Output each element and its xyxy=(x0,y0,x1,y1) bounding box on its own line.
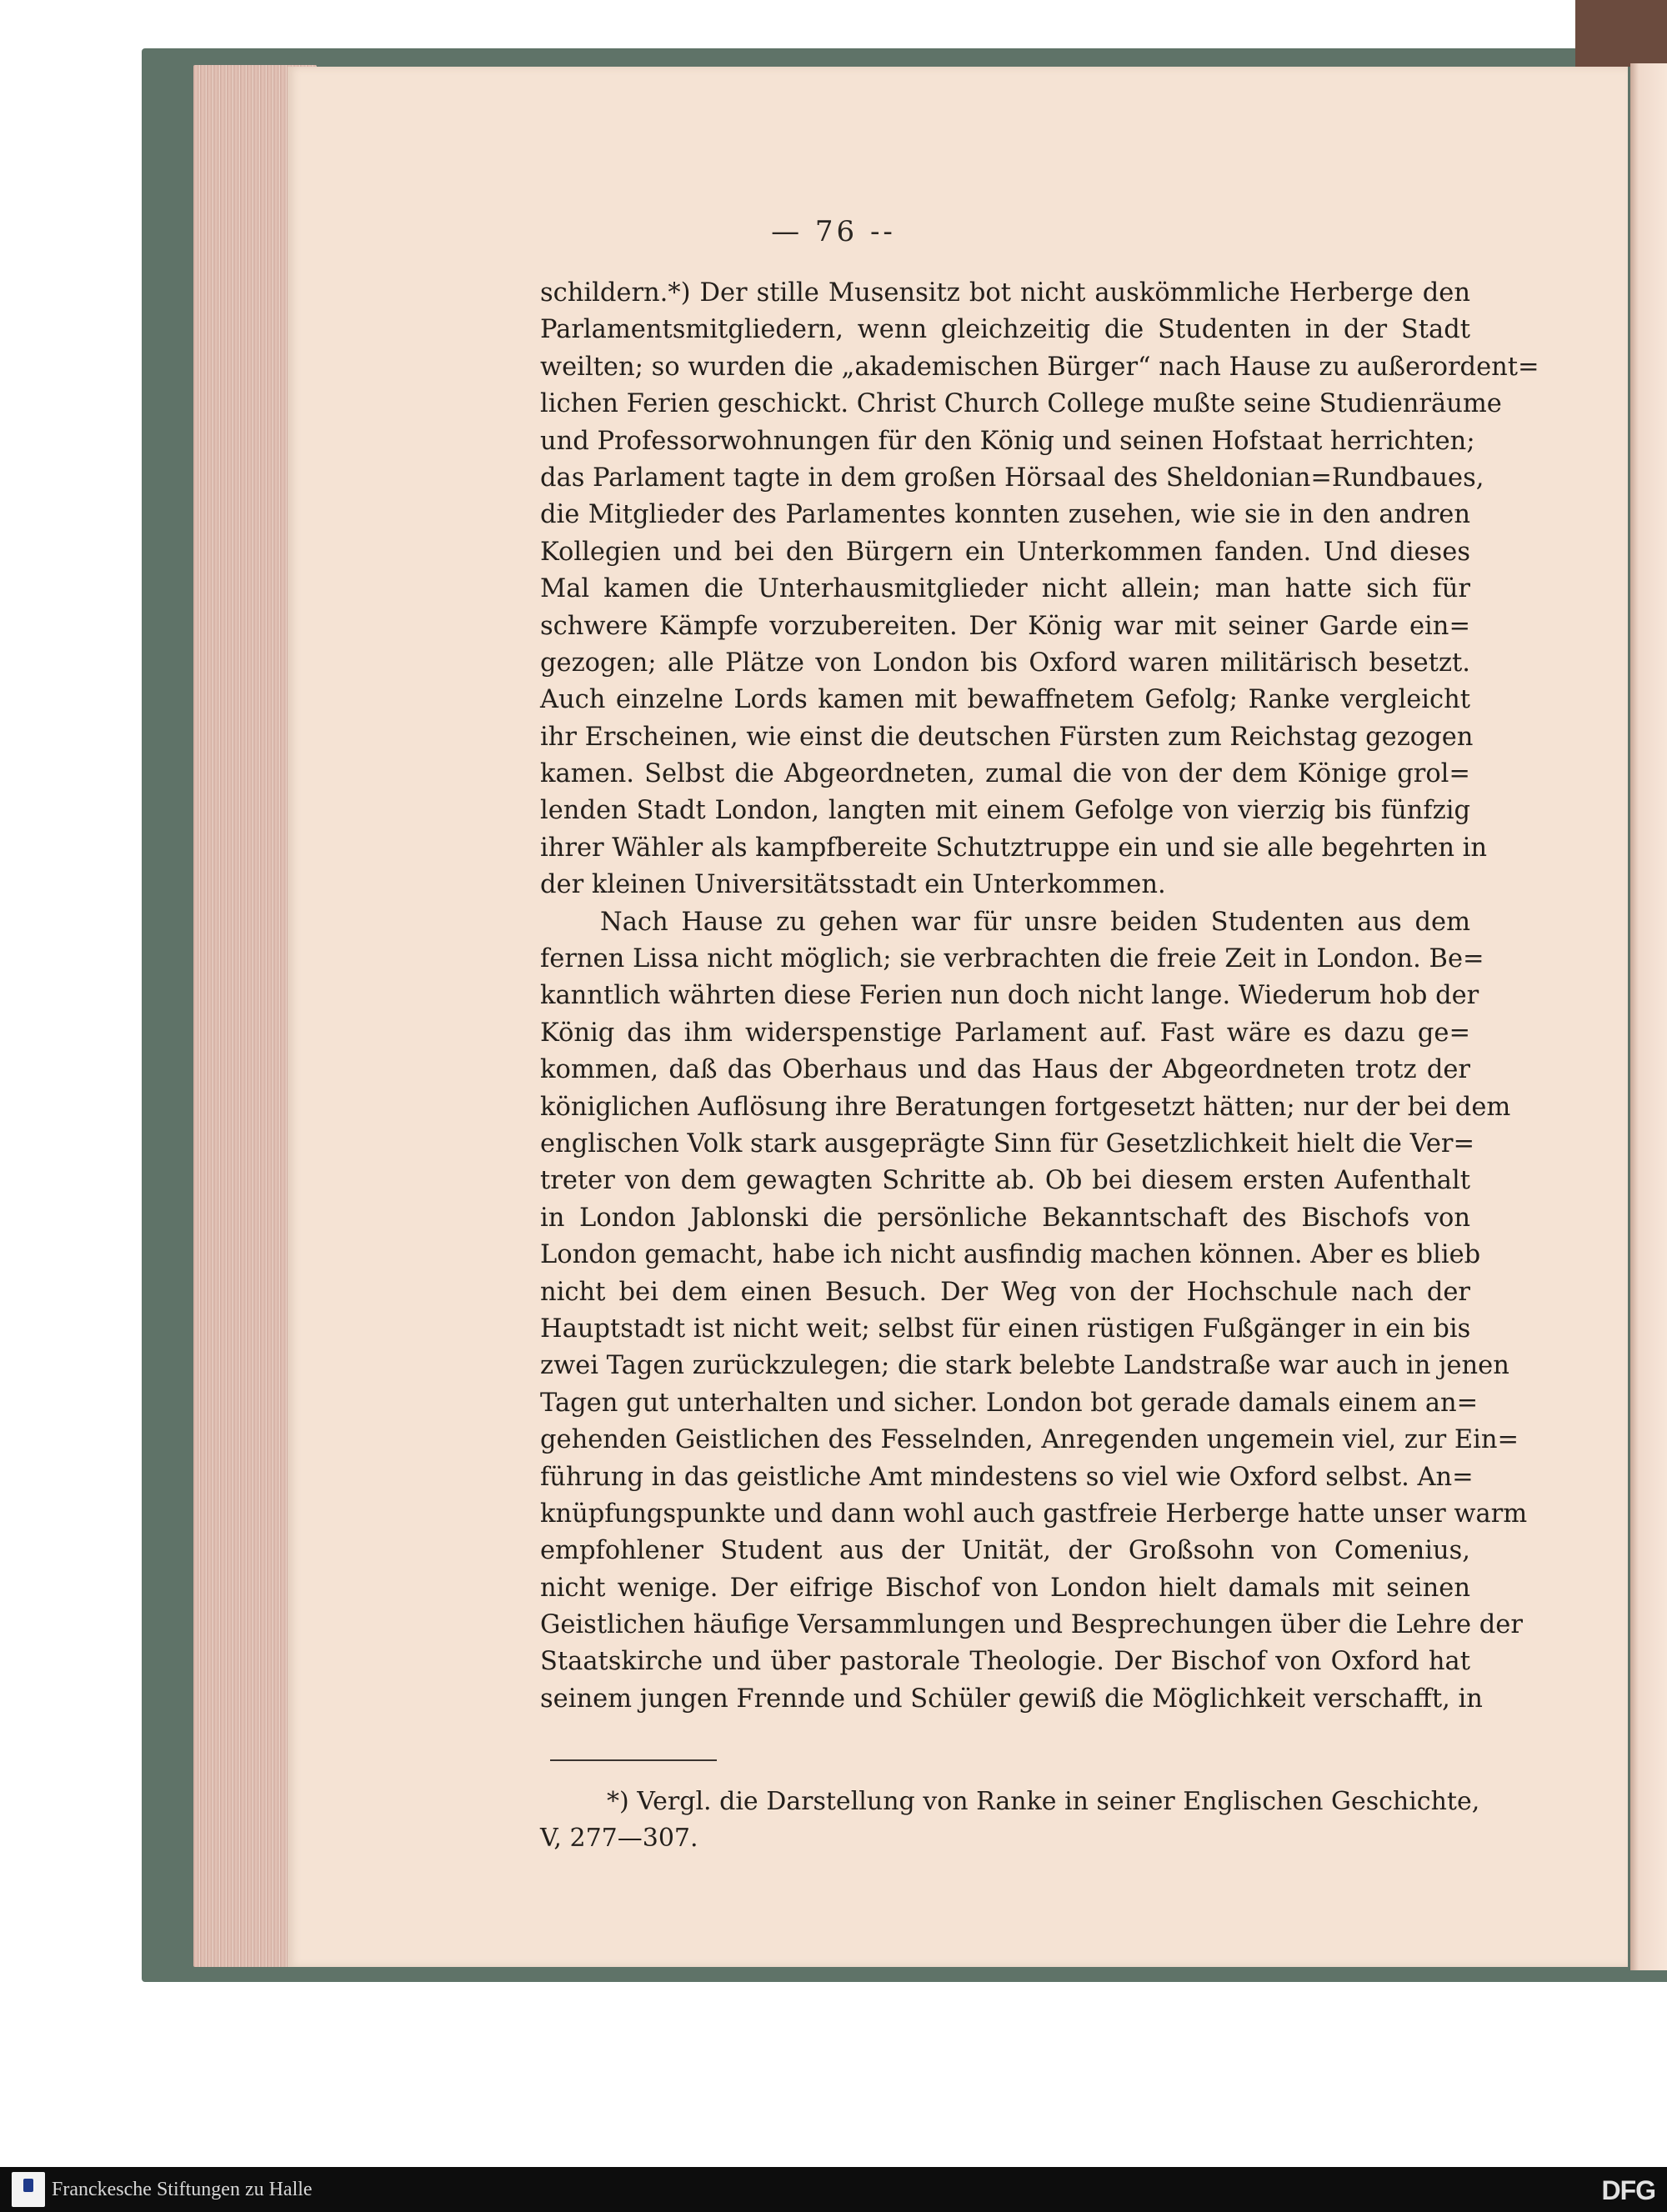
text-line: Hauptstadt ist nicht weit; selbst für einen rüstigen Fußgänger in ein bis xyxy=(540,1314,1471,1344)
text-line: königlichen Auflösung ihre Beratungen fortgesetzt hätten; nur der bei dem xyxy=(540,1092,1511,1122)
text-line: Staatskirche und über pastorale Theologie. Der Bischof von Oxford hat xyxy=(540,1647,1470,1677)
footnote-divider xyxy=(550,1759,717,1761)
footnote xyxy=(540,1784,1480,1857)
text-line: zwei Tagen zurückzulegen; die stark belebte Landstraße war auch in jenen xyxy=(540,1351,1509,1381)
text-line: König das ihm widerspenstige Parlament auf. Fast wäre es dazu ge= xyxy=(540,1018,1470,1048)
text-line: das Parlament tagte in dem großen Hörsaal des Sheldonian=Rundbaues, xyxy=(540,463,1484,493)
text-line: gezogen; alle Plätze von London bis Oxford waren militärisch besetzt. xyxy=(540,648,1470,678)
text-line: weilten; so wurden die „akademischen Bürger“ nach Hause zu außerordent= xyxy=(540,352,1539,382)
text-line: englischen Volk stark ausgeprägte Sinn für Gesetzlichkeit hielt die Ver= xyxy=(540,1129,1475,1159)
book-cover-top xyxy=(1575,0,1667,67)
text-line: knüpfungspunkte und dann wohl auch gastfreie Herberge hatte unser warm xyxy=(540,1499,1528,1529)
text-line: Auch einzelne Lords kamen mit bewaffnetem Gefolg; Ranke vergleicht xyxy=(540,685,1470,715)
text-line: ihrer Wähler als kampfbereite Schutztruppe ein und sie alle begehrten in xyxy=(540,833,1488,863)
footnote-line: V, 277—307. xyxy=(540,1824,698,1853)
next-page-edge xyxy=(1630,63,1667,1970)
text-line: die Mitglieder des Parlamentes konnten zusehen, wie sie in den andren xyxy=(540,500,1470,530)
text-line: nicht bei dem einen Besuch. Der Weg von der Hochschule nach der xyxy=(540,1277,1470,1307)
text-line: der kleinen Universitätsstadt ein Unterkommen. xyxy=(540,870,1166,900)
text-line: Tagen gut unterhalten und sicher. London bot gerade damals einem an= xyxy=(540,1388,1479,1418)
page-number: — 76 -- xyxy=(771,215,896,248)
text-line: Geistlichen häufige Versammlungen und Besprechungen über die Lehre der xyxy=(540,1610,1523,1640)
body-text xyxy=(540,275,1539,1718)
text-line: Kollegien und bei den Bürgern ein Unterkommen fanden. Und dieses xyxy=(540,537,1470,567)
text-line: seinem jungen Frennde und Schüler gewiß die Möglichkeit verschafft, in xyxy=(540,1684,1483,1714)
text-line: lichen Ferien geschickt. Christ Church College mußte seine Studienräume xyxy=(540,389,1502,419)
text-line: und Professorwohnungen für den König und seinen Hofstaat herrichten; xyxy=(540,426,1475,456)
text-line: in London Jablonski die persönliche Bekanntschaft des Bischofs von xyxy=(540,1203,1470,1233)
text-line: gehenden Geistlichen des Fesselnden, Anregenden ungemein viel, zur Ein= xyxy=(540,1425,1519,1455)
viewer-footer-bar xyxy=(0,2167,1667,2212)
text-line: nicht wenige. Der eifrige Bischof von London hielt damals mit seinen xyxy=(540,1573,1470,1603)
institution-logo-icon xyxy=(12,2172,45,2207)
footnote-line: *) Vergl. die Darstellung von Ranke in seiner Englischen Geschichte, xyxy=(607,1787,1480,1816)
text-line: schwere Kämpfe vorzubereiten. Der König war mit seiner Garde ein= xyxy=(540,611,1470,641)
text-line: führung in das geistliche Amt mindestens so viel wie Oxford selbst. An= xyxy=(540,1462,1474,1492)
text-line: kommen, daß das Oberhaus und das Haus der Abgeordneten trotz der xyxy=(540,1055,1470,1085)
text-line: fernen Lissa nicht möglich; sie verbrachten die freie Zeit in London. Be= xyxy=(540,944,1484,974)
text-line: lenden Stadt London, langten mit einem Gefolge von vierzig bis fünfzig xyxy=(540,796,1470,826)
dfg-logo: DFG xyxy=(1601,2175,1655,2205)
text-line: kanntlich währten diese Ferien nun doch nicht lange. Wiederum hob der xyxy=(540,981,1479,1011)
text-line: empfohlener Student aus der Unität, der Großsohn von Comenius, xyxy=(540,1536,1470,1566)
text-line: London gemacht, habe ich nicht ausfindig machen können. Aber es blieb xyxy=(540,1240,1481,1270)
text-line: kamen. Selbst die Abgeordneten, zumal die von der dem Könige grol= xyxy=(540,759,1470,789)
text-line: Nach Hause zu gehen war für unsre beiden Studenten aus dem xyxy=(600,907,1470,937)
text-line: ihr Erscheinen, wie einst die deutschen Fürsten zum Reichstag gezogen xyxy=(540,722,1474,752)
institution-name: Franckesche Stiftungen zu Halle xyxy=(52,2179,313,2200)
text-line: schildern.*) Der stille Musensitz bot nicht auskömmliche Herberge den xyxy=(540,278,1470,308)
text-line: treter von dem gewagten Schritte ab. Ob bei diesem ersten Aufenthalt xyxy=(540,1166,1470,1196)
text-line: Mal kamen die Unterhausmitglieder nicht allein; man hatte sich für xyxy=(540,574,1470,604)
text-line: Parlamentsmitgliedern, wenn gleichzeitig die Studenten in der Stadt xyxy=(540,315,1470,345)
